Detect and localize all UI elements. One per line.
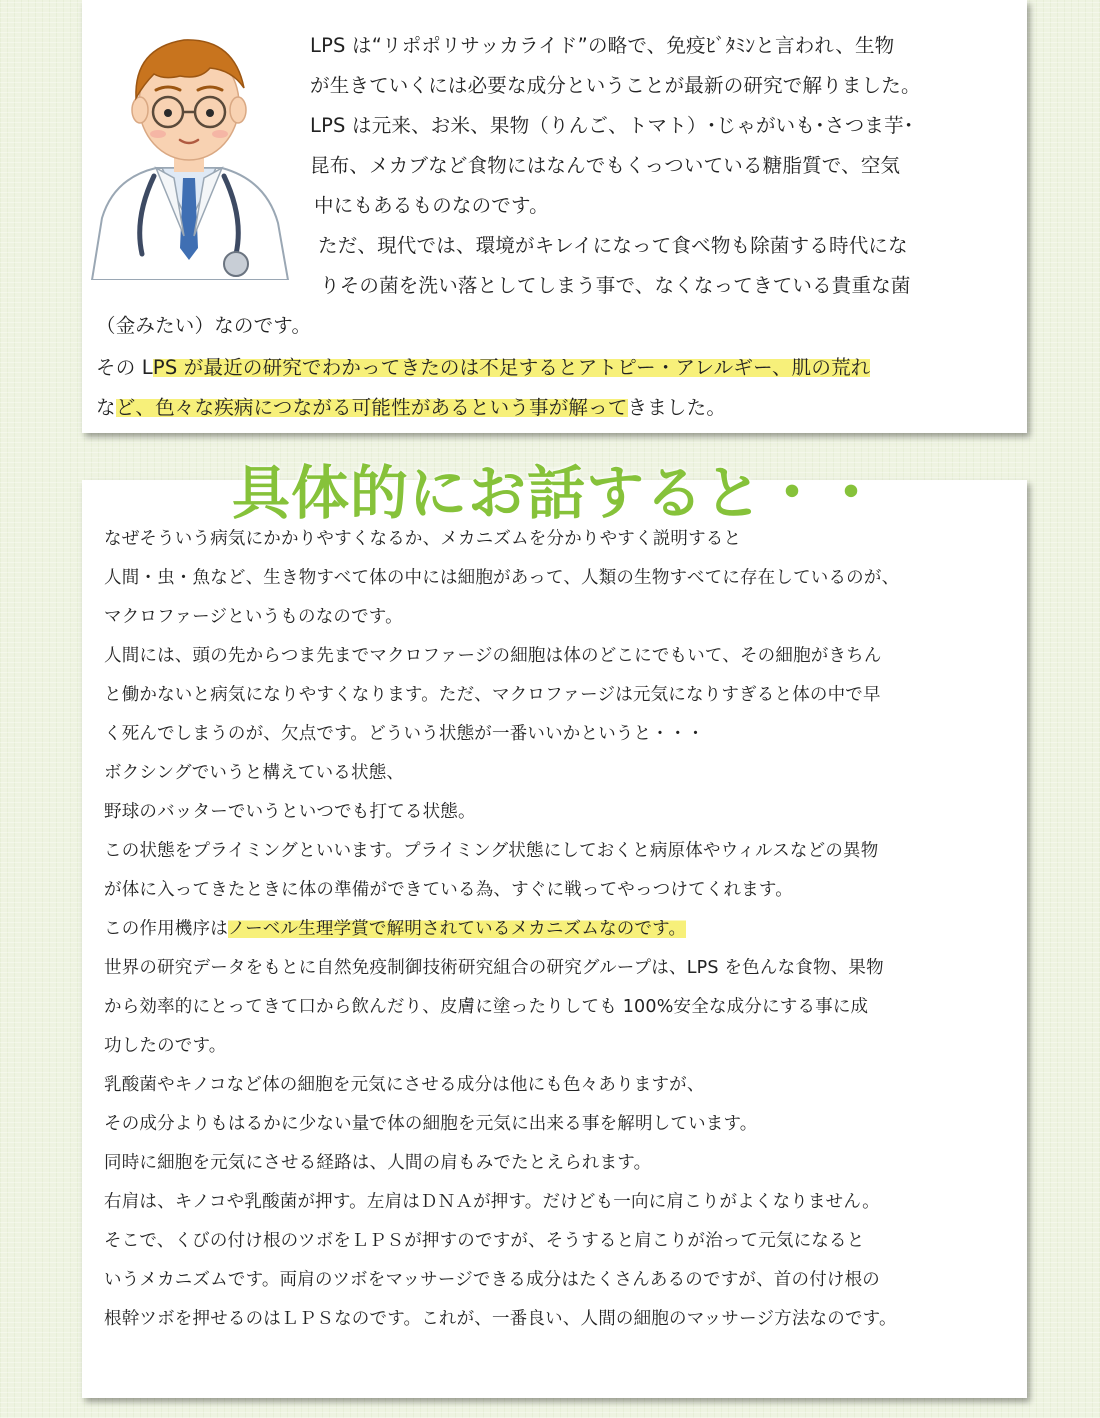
intro-line-1: LPS は“リポポリサッカライド”の略で、免疫ﾋﾞﾀﾐﾝと言われ、生物	[310, 34, 895, 57]
body-line-2: 人間・虫・魚など、生き物すべて体の中には細胞があって、人類の生物すべてに存在しているのが、	[104, 568, 900, 588]
body-line-13: から効率的にとってきて口から飲んだり、皮膚に塗ったりしても 100%安全な成分にする事に成	[104, 997, 869, 1017]
intro-highlight-2-pre: な	[96, 396, 116, 419]
nobel-pre: この作用機序は	[104, 919, 228, 939]
intro-highlight-1-marked: PS が最近の研究でわかってきたのは不足するとアトピー・アレルギー、肌の荒れ	[152, 356, 871, 379]
body-line-5: と働かないと病気になりやすくなります。ただ、マクロファージは元気になりすぎると体の中で早	[104, 685, 881, 705]
body-line-20: いうメカニズムです。両肩のツボをマッサージできる成分はたくさんあるのですが、首の付け根の	[104, 1270, 880, 1290]
body-line-nobel	[104, 916, 686, 942]
body-line-18: 右肩は、キノコや乳酸菌が押す。左肩はＤＮＡが押す。だけども一向に肩こりがよくなりません。	[104, 1192, 880, 1212]
doctor-illustration	[84, 18, 294, 280]
section-heading: 具体的にお話すると・・	[232, 459, 882, 527]
body-line-12: 世界の研究データをもとに自然免疫制御技術研究組合の研究グループは、LPS を色んな食物、果物	[104, 958, 884, 978]
intro-highlight-2-marked: ど、色々な疾病につながる可能性があるという事が解って	[115, 396, 628, 419]
body-line-9: この状態をプライミングといいます。プライミング状態にしておくと病原体やウィルスなどの異物	[104, 841, 879, 861]
body-line-8: 野球のバッターでいうといつでも打てる状態。	[104, 802, 476, 822]
intro-highlight-1-pre: その L	[96, 356, 153, 379]
body-line-16: その成分よりもはるかに少ない量で体の細胞を元気に出来る事を解明しています。	[104, 1114, 758, 1134]
body-line-4: 人間には、頭の先からつま先までマクロファージの細胞は体のどこにでもいて、その細胞がきちん	[104, 646, 882, 666]
body-line-6: く死んでしまうのが、欠点です。どういう状態が一番いいかというと・・・	[104, 724, 705, 744]
body-line-7: ボクシングでいうと構えている状態、	[104, 763, 405, 783]
body-line-14: 功したのです。	[104, 1036, 227, 1056]
body-line-10: が体に入ってきたときに体の準備ができている為、すぐに戦ってやっつけてくれます。	[104, 880, 793, 900]
intro-highlight-2-post: きました。	[627, 396, 727, 419]
intro-line-3: LPS は元来、お米、果物（りんご、トマト）･じゃがいも･さつま芋･	[310, 114, 914, 137]
body-line-3: マクロファージというものなのです。	[104, 607, 403, 627]
body-line-15: 乳酸菌やキノコなど体の細胞を元気にさせる成分は他にも色々ありますが、	[104, 1075, 705, 1095]
body-line-17: 同時に細胞を元気にさせる経路は、人間の肩もみでたとえられます。	[104, 1153, 652, 1173]
body-line-21: 根幹ツボを押せるのはＬＰＳなのです。これが、一番良い、人間の細胞のマッサージ方法なのです。	[104, 1309, 897, 1329]
intro-line-8: （金みたい）なのです。	[96, 314, 312, 337]
intro-line-7: りその菌を洗い落としてしまう事で、なくなってきている貴重な菌	[320, 274, 911, 297]
body-line-1: なぜそういう病気にかかりやすくなるか、メカニズムを分かりやすく説明すると	[104, 529, 742, 549]
intro-line-4: 昆布、メカブなど食物にはなんでもくっついている糖脂質で、空気	[310, 154, 901, 177]
nobel-highlight: ノーベル生理学賞で解明されているメカニズムなのです。	[227, 919, 687, 939]
intro-highlight-line-1	[96, 354, 870, 382]
body-line-19: そこで、くびの付け根のツボをＬＰＳが押すのですが、そうすると肩こりが治って元気になると	[104, 1231, 865, 1251]
intro-line-5: 中にもあるものなのです。	[314, 194, 549, 217]
intro-highlight-line-2	[96, 394, 726, 422]
intro-line-2: が生きていくには必要な成分ということが最新の研究で解りました。	[310, 74, 921, 97]
intro-line-6: ただ、現代では、環境がキレイになって食べ物も除菌する時代にな	[318, 234, 908, 257]
